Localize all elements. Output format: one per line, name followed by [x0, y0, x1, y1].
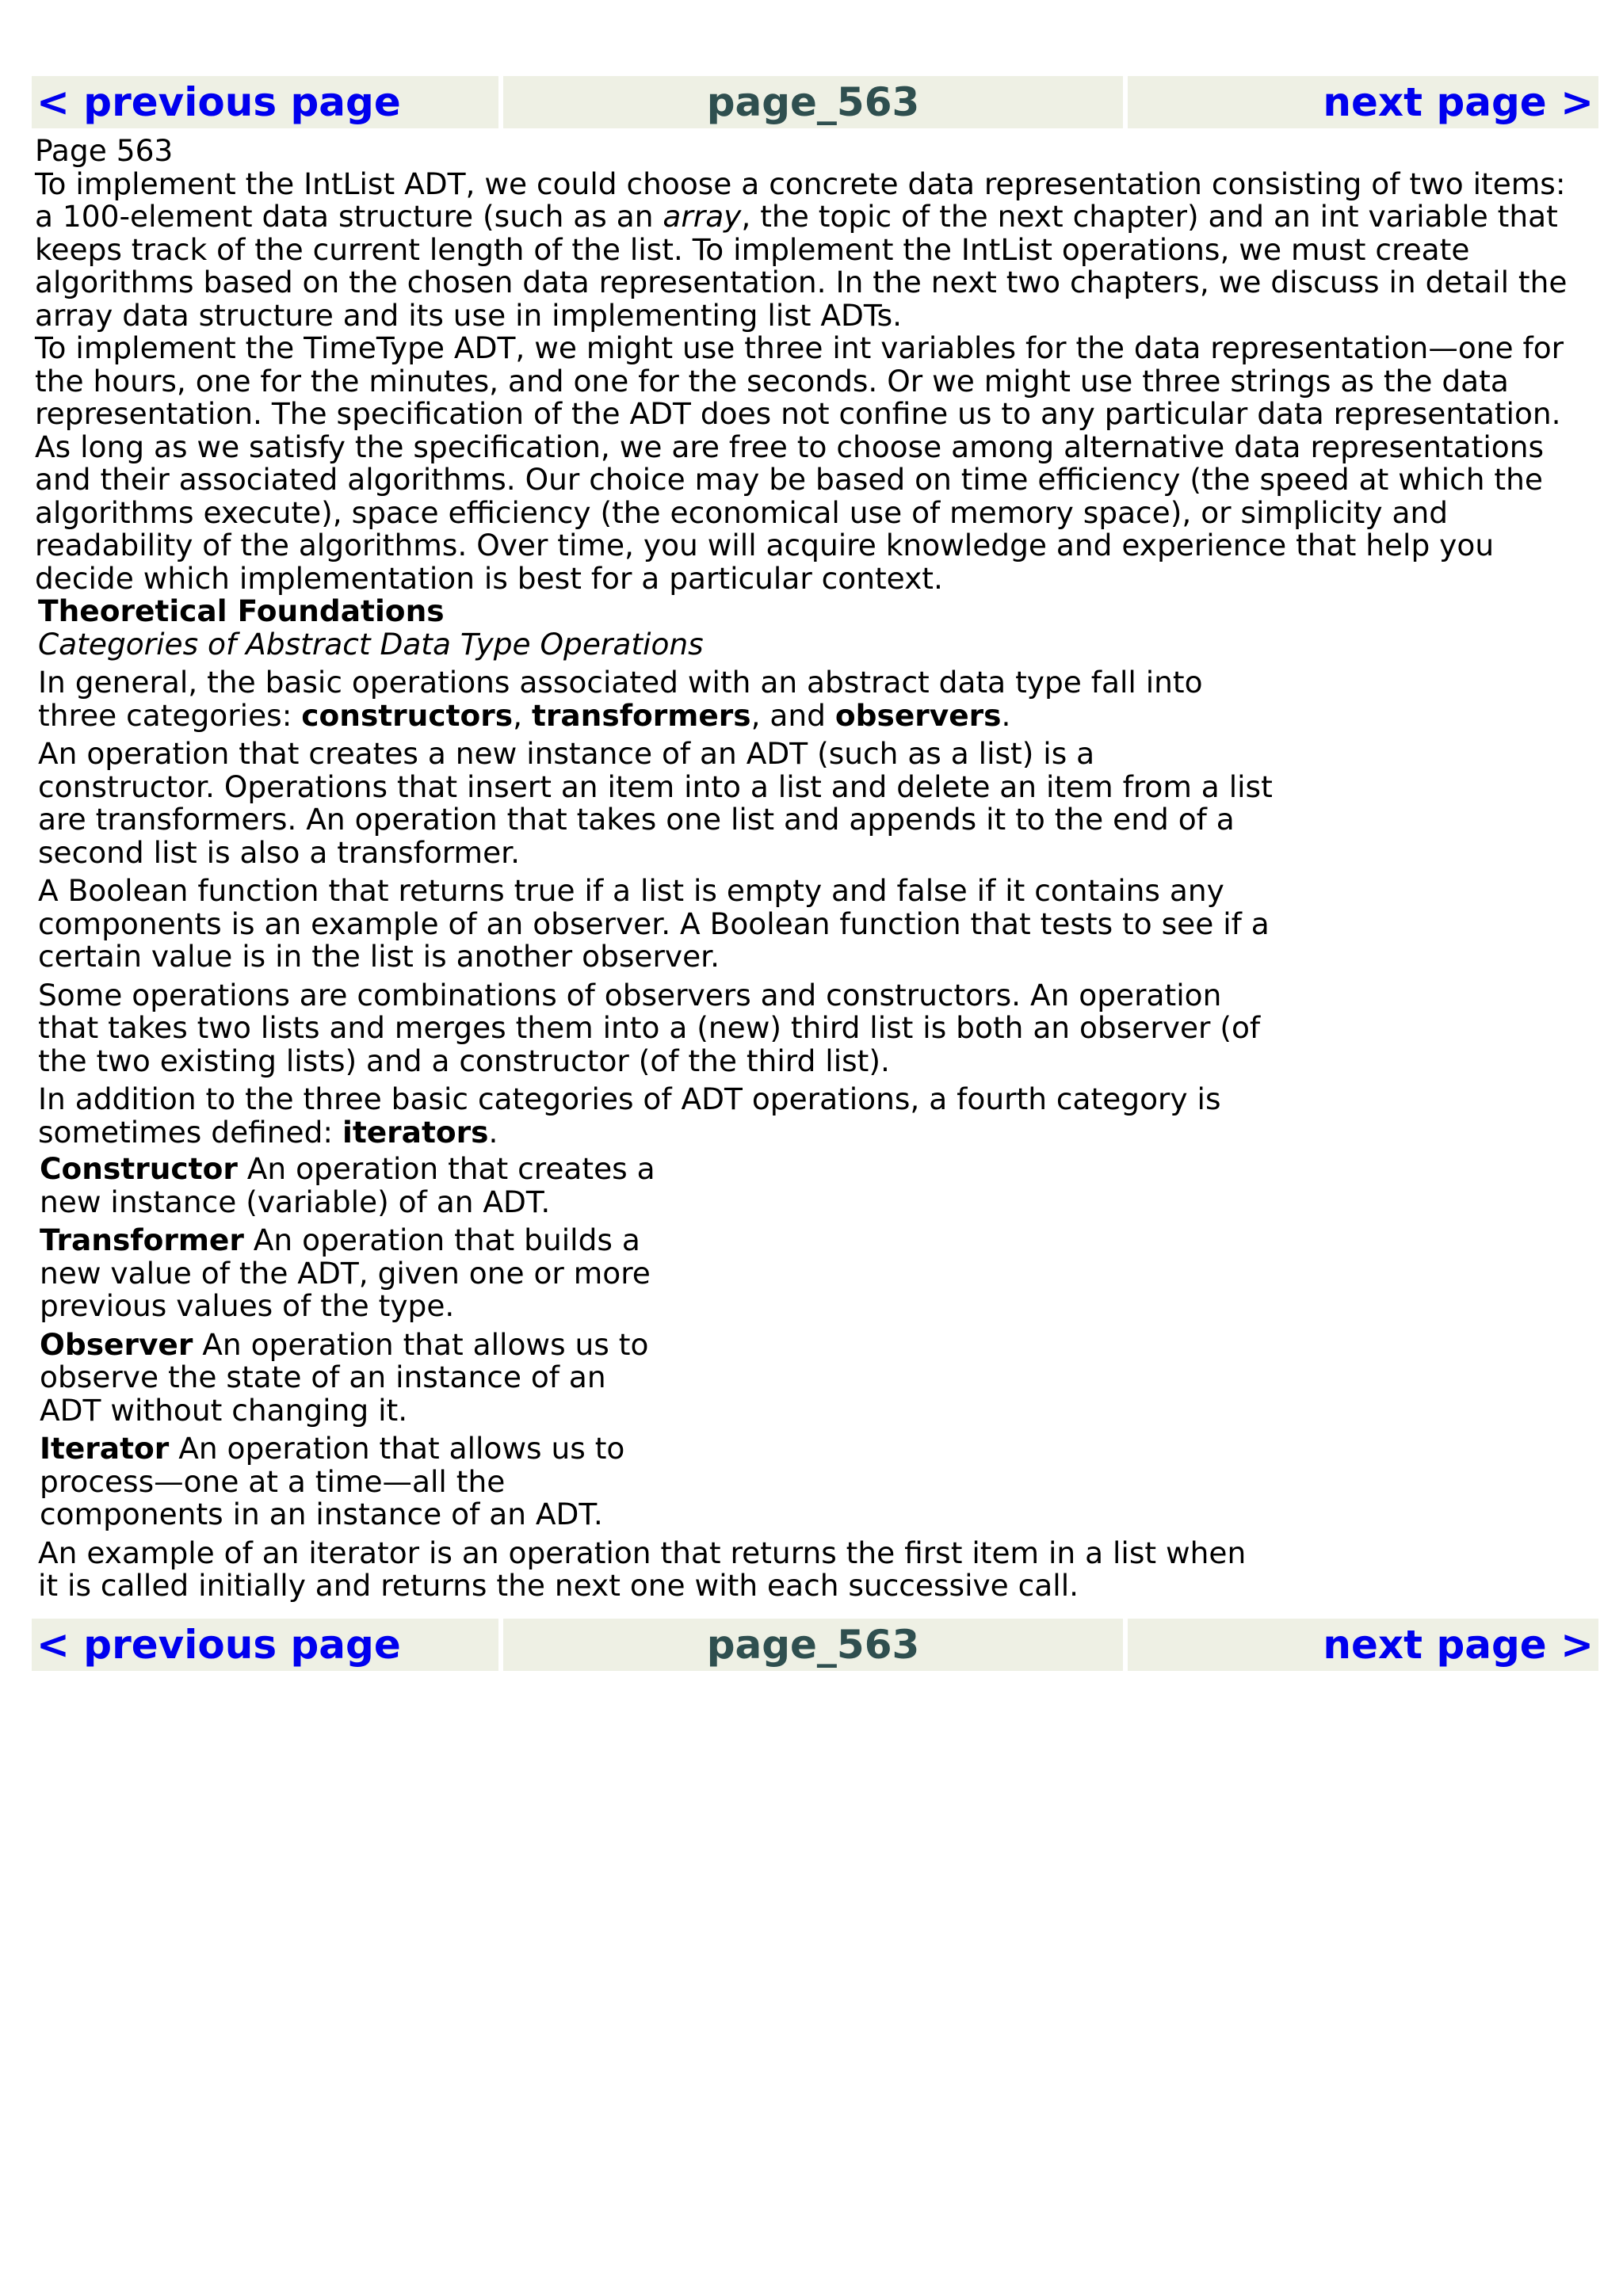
- text-span: , and: [750, 697, 835, 733]
- definition-iterator: [40, 1432, 666, 1531]
- paragraph-combinations: Some operations are combinations of observers and constructors. An operation that takes two lists and merges them into a (new) third list is both an observer (of the two existing lists) and a constructor (of the third list).: [38, 977, 1261, 1078]
- previous-page-link[interactable]: < previous page: [36, 79, 401, 125]
- text-span: In addition to the three basic categories of ADT operations, a fourth category is sometimes defined:: [38, 1081, 1221, 1150]
- previous-page-link[interactable]: < previous page: [36, 1622, 401, 1668]
- term-transformers: transformers: [531, 697, 751, 733]
- bottom-navigation: [32, 1619, 1598, 1671]
- definition-text: An operation that creates a new instance (variable) of an ADT.: [40, 1151, 655, 1219]
- page-content: [35, 135, 1592, 1603]
- term-iterators: iterators: [342, 1114, 489, 1150]
- definition-term: Iterator: [40, 1431, 170, 1466]
- text-span: ,: [513, 697, 532, 733]
- text-span: .: [488, 1114, 498, 1150]
- text-span: , the topic of the next chapter) and an int variable that keeps track of the current length of the list. To implement the IntList operations, we must create algorithms based on the chosen data representation. In the next two chapters, we discuss in detail the array data structure and its use in implementing list ADTs.: [35, 199, 1568, 333]
- prev-cell: [32, 76, 498, 128]
- page-indicator: page_563: [503, 1619, 1123, 1671]
- paragraph-iterator-example: An example of an iterator is an operation that returns the first item in a list when it is called initially and returns the next one with each successive call.: [38, 1535, 1247, 1603]
- text-span: In general, the basic operations associated with an abstract data type fall into three categories:: [38, 665, 1203, 733]
- paragraph-observer: A Boolean function that returns true if a list is empty and false if it contains any components is an example of an observer. A Boolean function that tests to see if a certain value is in the list is another observer.: [38, 873, 1270, 974]
- term-observers: observers: [834, 697, 1002, 733]
- top-navigation: [32, 76, 1598, 128]
- page-label: Page 563: [35, 133, 174, 168]
- section-subheading: Categories of Abstract Data Type Operations: [38, 626, 704, 662]
- definition-text: An operation that allows us to process—one at a time—all the components in an instance of an ADT.: [40, 1431, 625, 1531]
- paragraph-categories: [38, 666, 1274, 732]
- definition-text: An operation that builds a new value of the ADT, given one or more previous values of the type.: [40, 1222, 651, 1323]
- paragraph-timetype: To implement the TimeType ADT, we might use three int variables for the data representation—one for the hours, one for the minutes, and one for the seconds. Or we might use three strings as the data representation. The specification of the ADT does not confine us to any particular data representation. As long as we satisfy the specification, we are free to choose among alternative data representations and their associated algorithms. Our choice may be based on time efficiency (the speed at which the algorithms execute), space efficiency (the economical use of memory space), or simplicity and readability of the algorithms. Over time, you will acquire knowledge and experience that help you decide which implementation is best for a particular context.: [35, 330, 1564, 596]
- definition-transformer: [40, 1224, 666, 1323]
- definition-term: Constructor: [40, 1151, 238, 1186]
- prev-cell: [32, 1619, 498, 1671]
- paragraph-constructor: An operation that creates a new instance of an ADT (such as a list) is a constructor. Operations that insert an item into a list and delete an item from a list are transformers. An operation that takes one list and appends it to the end of a second list is also a transformer.: [38, 736, 1273, 870]
- text-span: To implement the IntList ADT, we could choose a concrete data representation consisting of two items: a 100-element data structure (such as an: [35, 166, 1566, 234]
- emphasis-array: array: [663, 199, 742, 234]
- definition-text: An operation that allows us to observe the state of an instance of an ADT without changing it.: [40, 1326, 649, 1428]
- text-span: .: [1001, 697, 1011, 733]
- definition-observer: [40, 1326, 666, 1428]
- definition-term: Observer: [40, 1326, 193, 1362]
- next-page-link[interactable]: next page >: [1323, 79, 1594, 125]
- definition-constructor: [40, 1153, 666, 1219]
- page-indicator: page_563: [503, 76, 1123, 128]
- definition-term: Transformer: [40, 1222, 244, 1257]
- term-constructors: constructors: [301, 697, 514, 733]
- next-cell: [1128, 76, 1598, 128]
- section-heading: Theoretical Foundations: [38, 593, 445, 628]
- paragraph-intlist: [35, 168, 1592, 333]
- definitions-box: [40, 1153, 666, 1531]
- paragraph-iterators: [38, 1083, 1274, 1149]
- next-page-link[interactable]: next page >: [1323, 1622, 1594, 1668]
- next-cell: [1128, 1619, 1598, 1671]
